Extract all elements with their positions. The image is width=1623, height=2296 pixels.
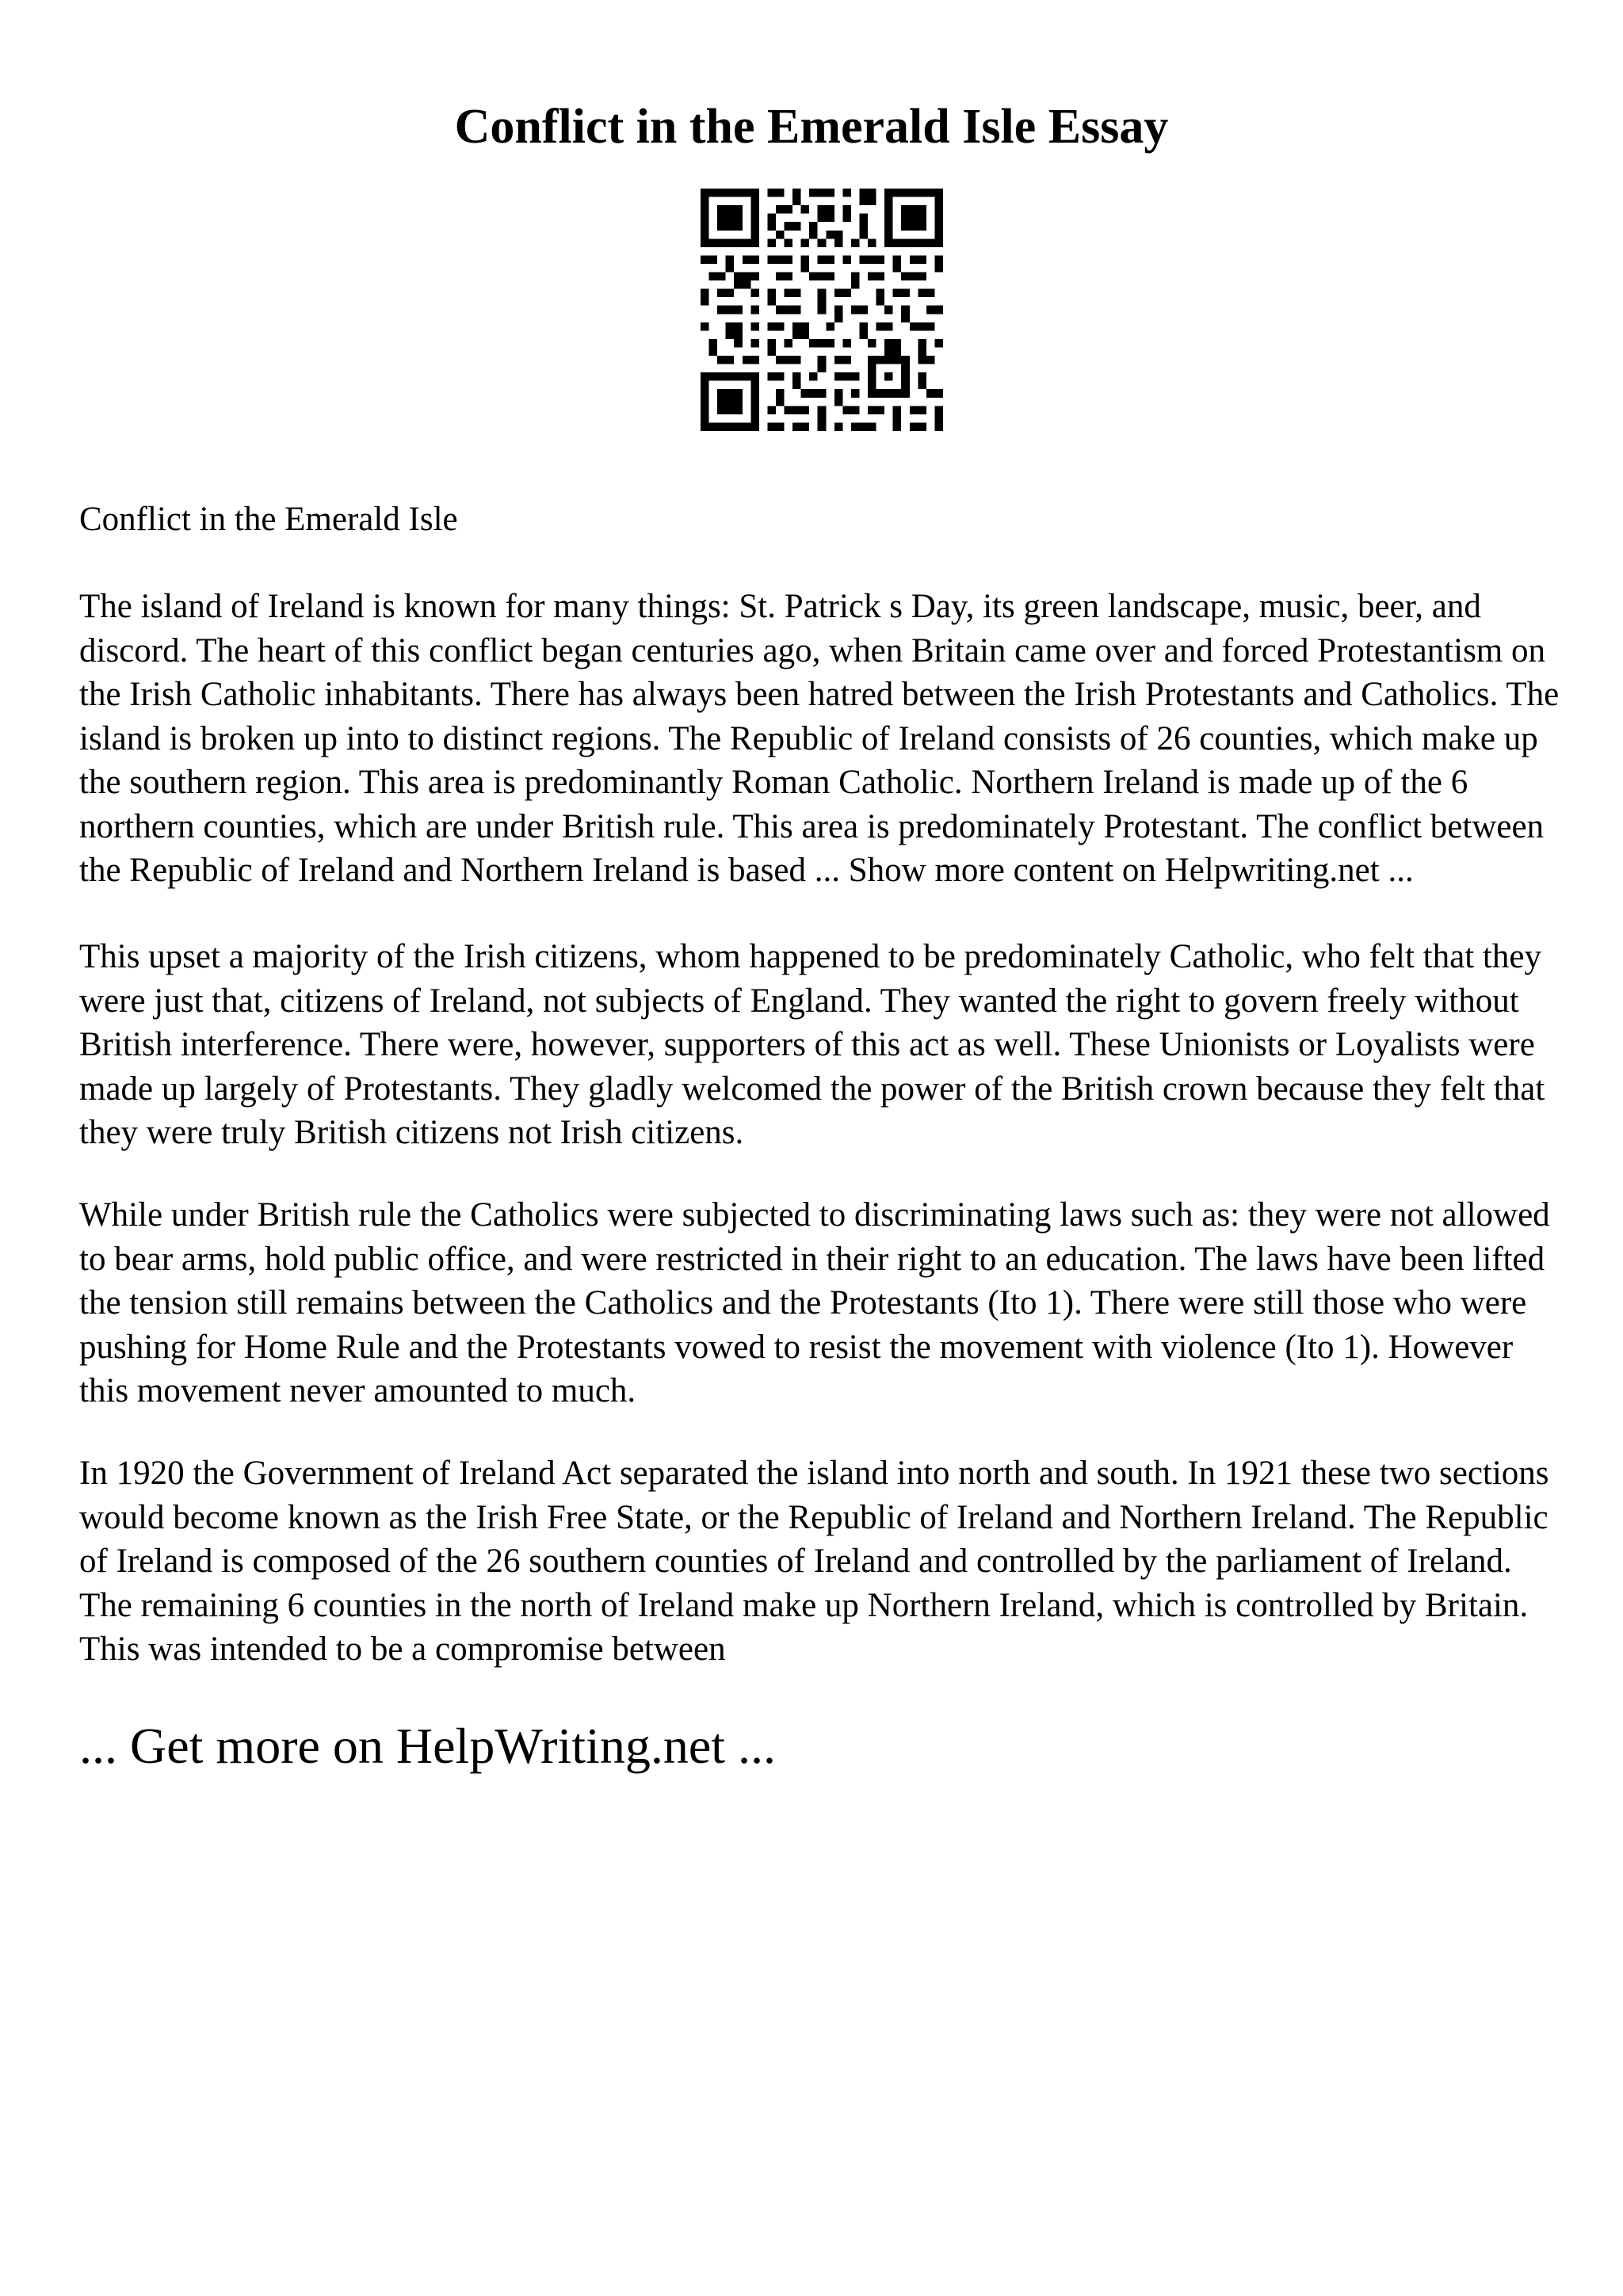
essay-paragraph-2: This upset a majority of the Irish citizens, whom happened to be predominately Catholic, who felt that they were just that, citizens of Ireland, not subjects of England. They wanted the right to govern freely without British interference. There were, however, supporters of this act as well. These Unionists or Loyalists were made up largely of Protestants. They gladly welcomed the power of the British crown because they felt that they were truly British citizens not Irish citizens.	[79, 938, 1545, 1151]
essay-subtitle: Conflict in the Emerald Isle	[79, 501, 458, 538]
essay-paragraph-1: The island of Ireland is known for many things: St. Patrick s Day, its green landscape, music, beer, and discord. The heart of this conflict began centuries ago, when Britain came over and forced Protestantism on the Irish Catholic inhabitants. There has always been hatred between the Irish Protestants and Catholics. The island is broken up into to distinct regions. The Republic of Ireland consists of 26 counties, which make up the southern region. This area is predominantly Roman Catholic. Northern Ireland is made up of the 6 northern counties, which are under British rule. This area is predominately Protestant. The conflict between the Republic of Ireland and Northern Ireland is based ... Show more content on Helpwriting.net ...	[79, 588, 1560, 889]
essay-paragraph-4: In 1920 the Government of Ireland Act separated the island into north and south. In 1921 these two sections would become known as the Irish Free State, or the Republic of Ireland and Northern Ireland. The Republic of Ireland is composed of the 26 southern counties of Ireland and controlled by the parliament of Ireland. The remaining 6 counties in the north of Ireland make up Northern Ireland, which is controlled by Britain. This was intended to be a compromise between	[79, 1455, 1549, 1668]
essay-paragraph-3: While under British rule the Catholics were subjected to discriminating laws such as: they were not allowed to bear arms, hold public office, and were restricted in their right to an education. The laws have been lifted the tension still remains between the Catholics and the Protestants (Ito 1). There were still those who were pushing for Home Rule and the Protestants vowed to resist the movement with violence (Ito 1). However this movement never amounted to much.	[79, 1196, 1550, 1409]
qr-code-icon	[701, 189, 943, 431]
get-more-link[interactable]: ... Get more on HelpWriting.net ...	[79, 1718, 776, 1774]
page-title: Conflict in the Emerald Isle Essay	[454, 100, 1169, 154]
